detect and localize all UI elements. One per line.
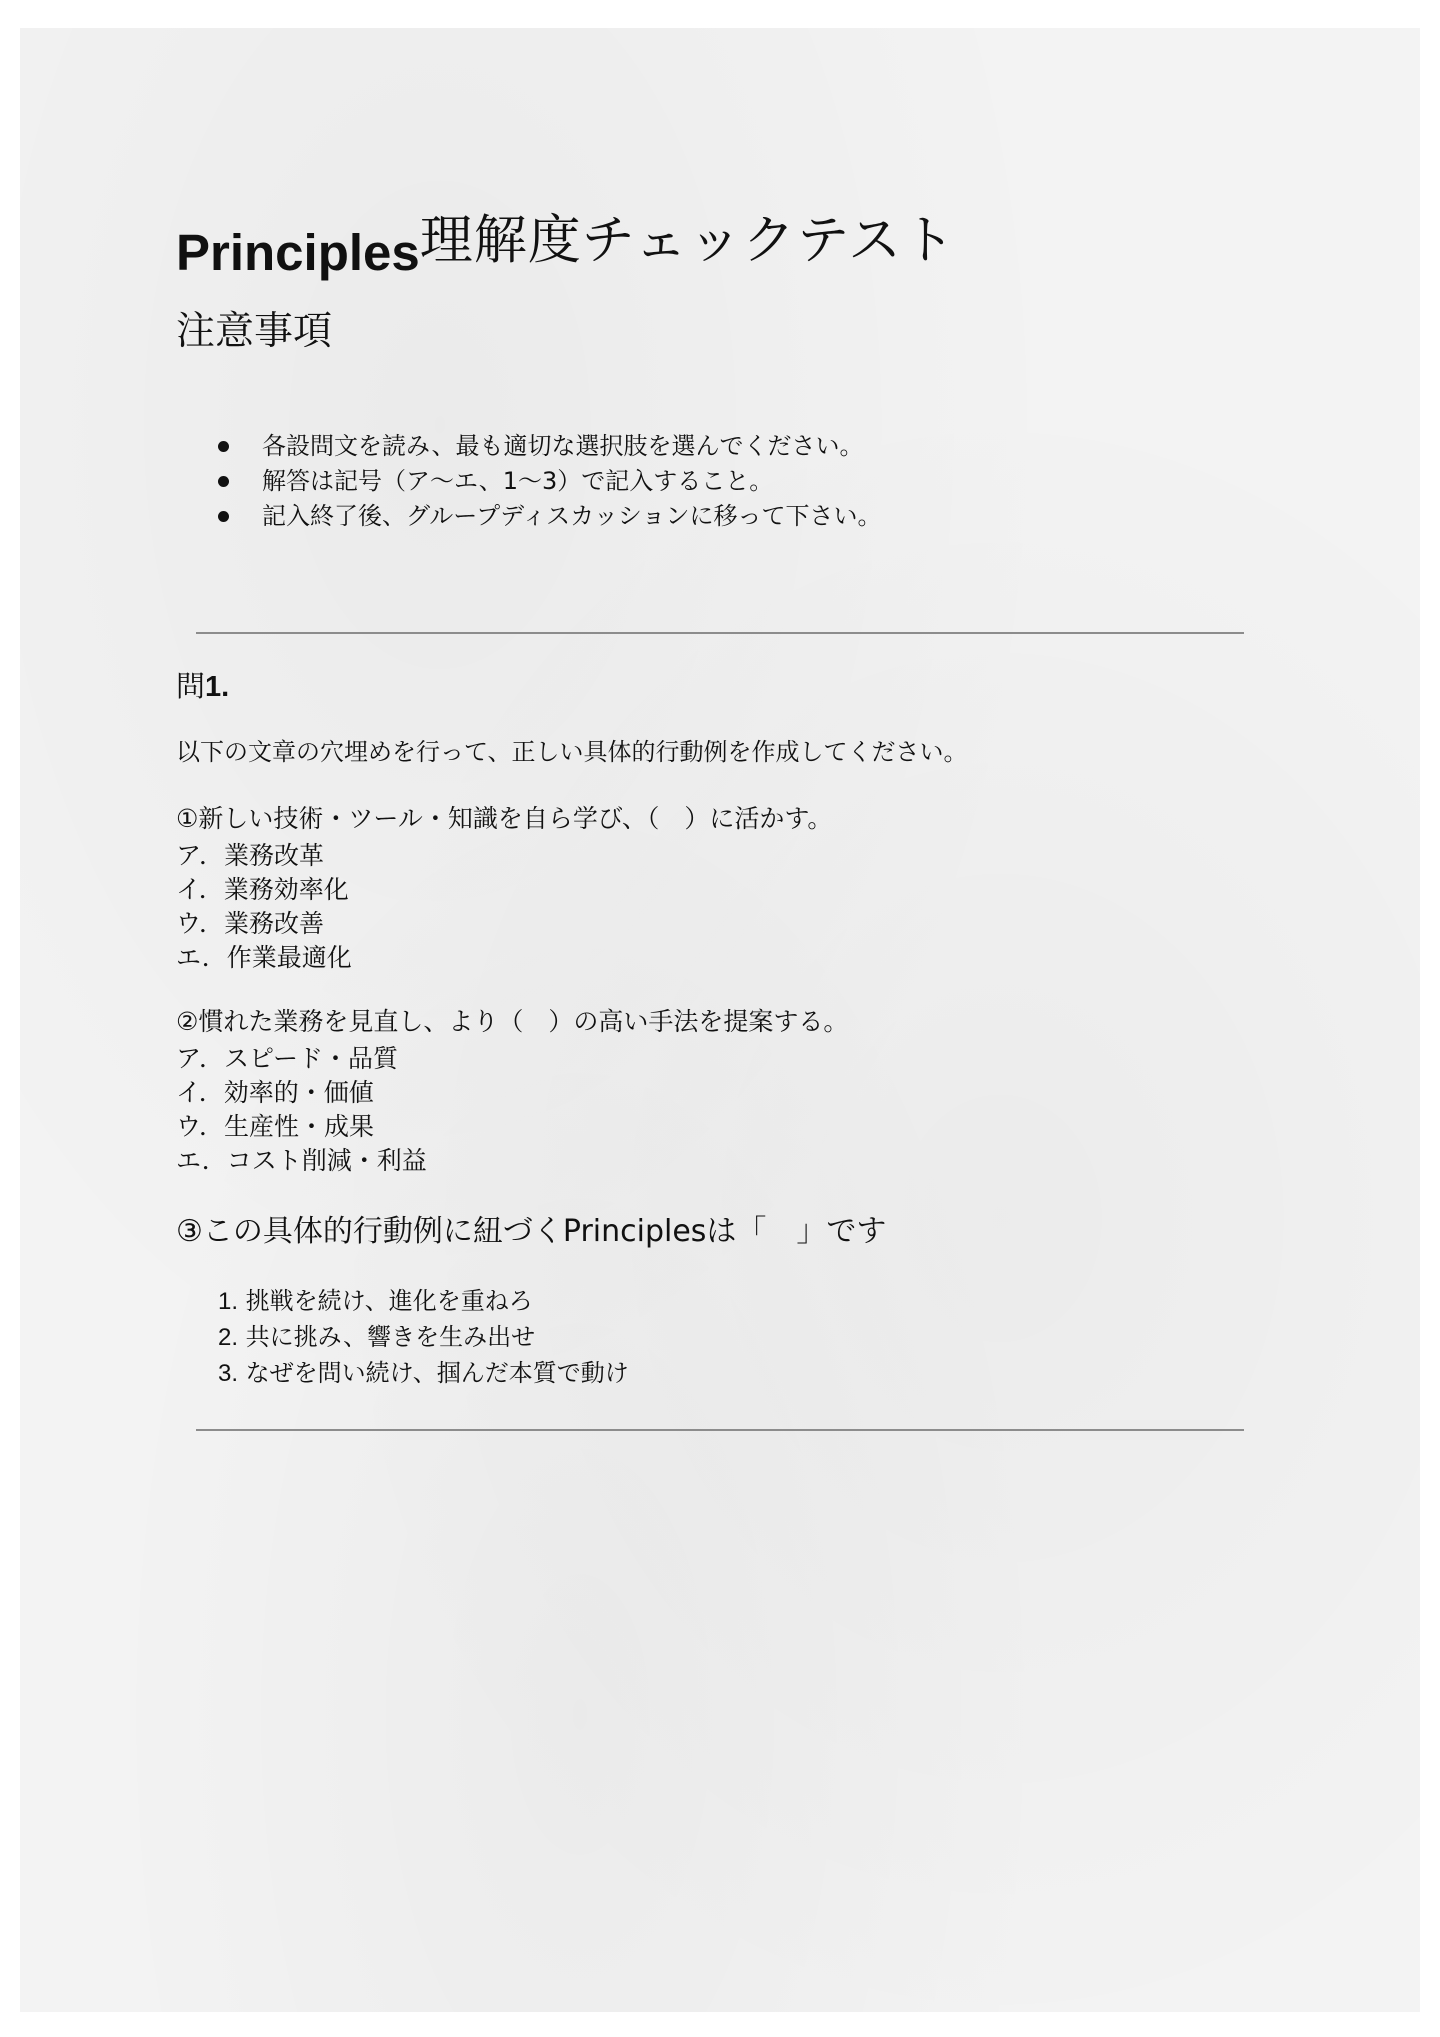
question-label-number: 1. (205, 671, 230, 703)
principle-text: 挑戦を続け、進化を重ねろ (245, 1287, 533, 1315)
sub-question-2-options (176, 1042, 848, 1178)
notes-item (218, 429, 881, 464)
notes-heading: 注意事項 (176, 309, 333, 354)
notes-item-text: 解答は記号（ア〜エ、1〜3）で記入すること。 (262, 467, 774, 495)
principle-number: 1. (218, 1288, 239, 1315)
sub-question-2-stem: ②慣れた業務を見直し、より（ ）の高い手法を提案する。 (176, 1007, 849, 1036)
option-item: ウ．生産性・成果 (176, 1112, 375, 1141)
question-label-prefix: 問 (176, 669, 206, 703)
question-intro: 以下の文章の穴埋めを行って、正しい具体的行動例を作成してください。 (176, 738, 968, 766)
option-item: エ．作業最適化 (176, 943, 352, 972)
principle-item (218, 1283, 629, 1319)
title-japanese: 理解度チェックテスト (419, 210, 957, 271)
principle-text: 共に挑み、響きを生み出せ (245, 1323, 536, 1351)
option-item: ア．スピード・品質 (176, 1044, 399, 1073)
question-label (176, 669, 230, 703)
principles-list (218, 1283, 629, 1391)
principle-text: なぜを問い続け、掴んだ本質で動け (245, 1359, 629, 1387)
principle-number: 2. (218, 1324, 239, 1351)
sub-question-1-stem: ①新しい技術・ツール・知識を自ら学び、（ ）に活かす。 (176, 804, 833, 833)
sub-question-3-stem: ③この具体的行動例に紐づくPrinciplesは「 」です (176, 1214, 887, 1249)
notes-item (218, 499, 881, 534)
principle-item (218, 1319, 629, 1355)
bullet-icon (218, 441, 229, 452)
bullet-icon (218, 511, 229, 522)
option-item: ア．業務改革 (176, 841, 325, 870)
option-item: ウ．業務改善 (176, 909, 325, 938)
sub-question-1-options (176, 839, 832, 975)
notes-item-text: 記入終了後、グループディスカッションに移って下さい。 (262, 502, 882, 530)
notes-item (218, 464, 881, 499)
notes-item-text: 各設問文を読み、最も適切な選択肢を選んでください。 (262, 432, 864, 460)
sub-question-1 (176, 802, 832, 975)
notes-list (218, 429, 881, 534)
principle-number: 3. (218, 1360, 239, 1387)
title-english: Principles (176, 224, 420, 281)
option-item: エ．コスト削減・利益 (176, 1146, 427, 1175)
page-title (176, 210, 957, 281)
principle-item (218, 1355, 629, 1391)
divider-bottom (196, 1429, 1244, 1431)
sub-question-2 (176, 1005, 848, 1178)
option-item: イ．業務効率化 (176, 875, 349, 904)
bullet-icon (218, 476, 229, 487)
divider-top (196, 632, 1244, 634)
option-item: イ．効率的・価値 (176, 1078, 374, 1107)
